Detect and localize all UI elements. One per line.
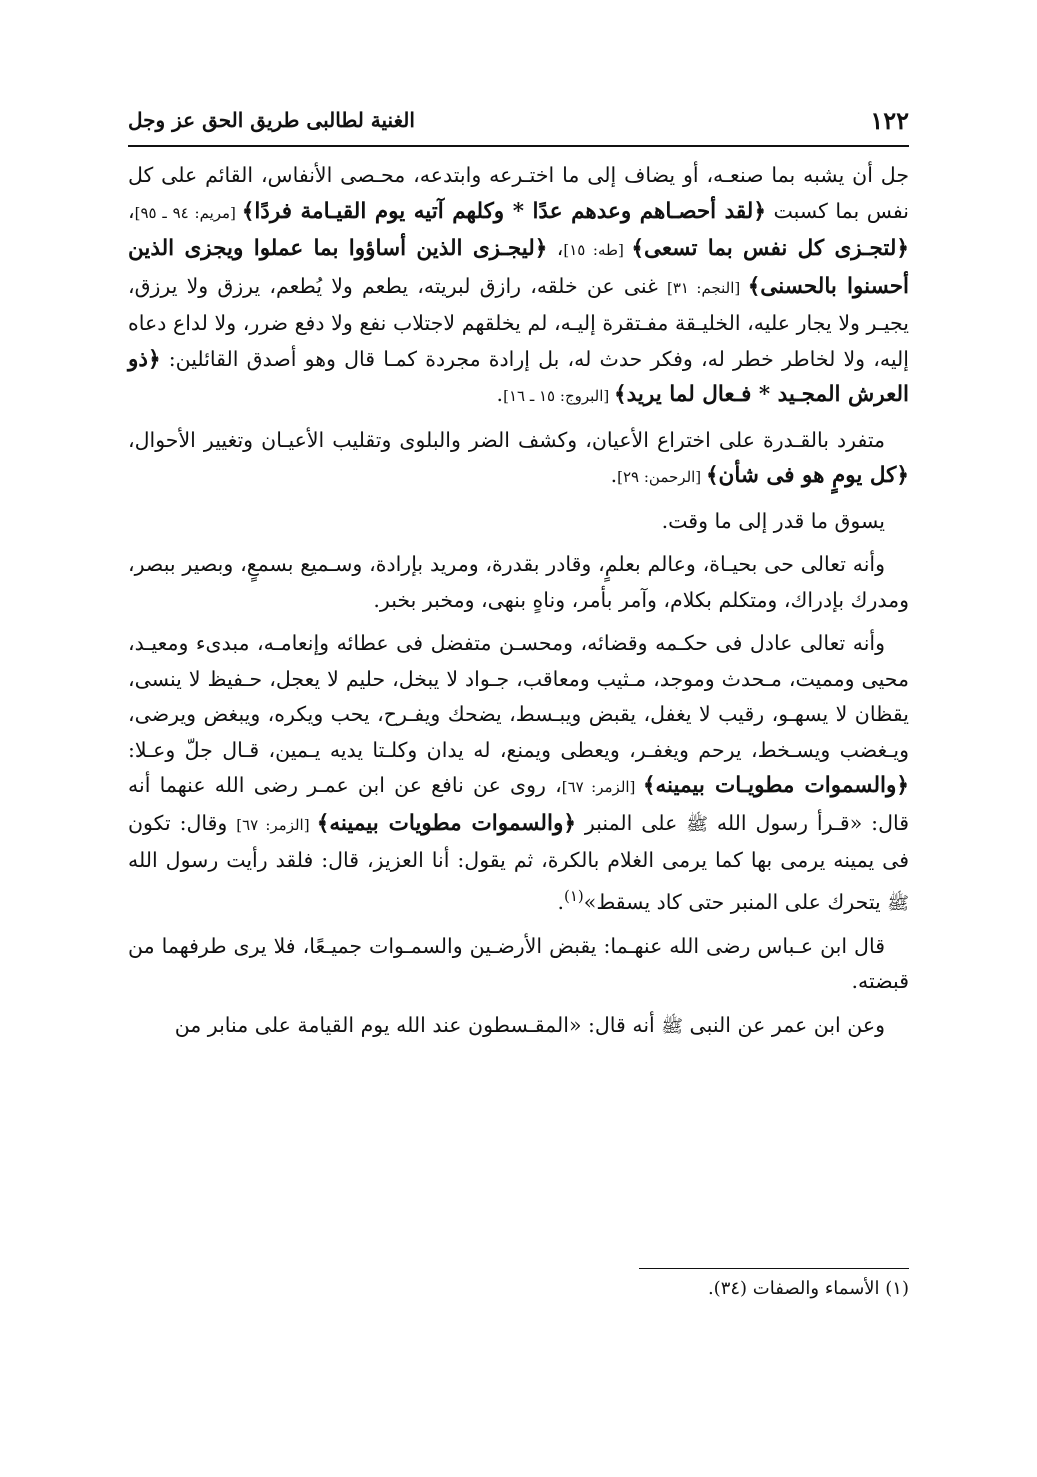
running-title: الغنية لطالبى طريق الحق عز وجل <box>128 108 415 132</box>
quran-quote: ﴿ذو العرش المجـيد * فـعال لما يريد﴾ <box>128 346 909 407</box>
quran-quote: ﴿ليجـزى الذين أساؤوا بما عملوا ويجزى الذين أحسنوا بالحسنى﴾ <box>128 236 910 299</box>
quran-quote: ﴿لتجـزى كل نفس بما تسعى﴾ <box>631 236 909 261</box>
text-span: على المنبر <box>575 810 687 835</box>
paragraph-3: يسوق ما قدر إلى ما وقت. <box>661 508 885 533</box>
text-span: يتحرك على المنبر حتى كاد يسقط» <box>583 889 888 914</box>
paragraph-2 <box>128 423 909 496</box>
quran-reference: [الزمر: ٦٧] <box>236 815 317 834</box>
page-number: ١٢٢ <box>870 105 909 135</box>
salutation-symbol: ﷺ <box>887 892 909 914</box>
paragraph-7 <box>128 1008 909 1045</box>
text-span: ، روى عن نافع عن ابن عمـر رضى الله عنهما أنه قال: «قـرأ رسول الله <box>128 773 910 835</box>
text-span: جل أن يشبه بما صنعـه، أو يضاف إلى ما اختـرعه وابتدعه، محـصى الأنفاس، القائم على كل نفس بما كسبت <box>128 163 909 223</box>
salutation-symbol: ﷺ <box>661 1015 684 1037</box>
text-span: وعن ابن عمر عن النبى <box>683 1012 885 1037</box>
paragraph-5 <box>128 626 909 921</box>
main-text <box>128 158 909 1052</box>
paragraph-1 <box>128 158 909 415</box>
text-span: . <box>557 889 564 914</box>
footnote-marker[interactable]: (١) <box>564 886 584 905</box>
quran-quote: ﴿والسموات مطويـات بيمينه﴾ <box>642 773 909 798</box>
text-span: . <box>496 382 504 406</box>
quran-quote: ﴿والسموات مطويات بيمينه﴾ <box>316 810 576 836</box>
quran-reference: [النجم: ٣١] <box>667 278 748 297</box>
text-span: غنى عن خلقه، رازق لبريته، يطعم ولا يُطعم، يرزق ولا يرزق، يجيـر ولا يجار عليه، الخليـقة مفـتقرة إليـه، لم يخلقهم لاجتلاب نفع ولا دفع ضرر، ولا لداع دعاه إليه، ولا لخاطر خطر له، وفكر حدث له، بل إرادة مجردة كمـا قال وهو أصدق القائلين: <box>128 273 909 371</box>
text-span: ، <box>128 198 135 223</box>
header-rule <box>128 145 909 147</box>
quran-quote: ﴿كل يومٍ هو فى شأن﴾ <box>705 463 909 488</box>
paragraph-6: قال ابن عـباس رضى الله عنهـما: يقبض الأرضـين والسمـوات جميـعًا، فلا يرى طرفهما من قبضته. <box>128 933 909 994</box>
text-span: متفرد بالقـدرة على اختراع الأعيان، وكشف الضر والبلوى وتقليب الأعيـان وتغيير الأحوال، <box>128 427 885 452</box>
quran-reference: [طه: ١٥] <box>563 241 632 259</box>
text-span: وأنه تعالى عادل فى حكـمه وقضائه، ومحسـن متفضل فى عطائه وإنعامـه، مبدىء ومعيـد، محيى ومميت، مـحدث وموجد، مـثيب ومعاقب، جـواد لا يبخل، حليم لا يعجل، حـفيظ لا ينسى، يقظان لا يسهـو، رقيب لا يغفل، يقبض ويبـسط، يضحك ويفـرح، يحب ويكره، ويبغض ويرضى، ويـغضب ويسـخط، يرحم ويغفـر، ويعطى ويمنع، له يدان وكلـتا يديه يـمين، قـال جلّ وعـلا: <box>128 631 909 762</box>
footnote-rule <box>639 1268 909 1269</box>
page-header <box>128 100 909 140</box>
paragraph-4: وأنه تعالى حى بحيـاة، وعالم بعلمٍ، وقادر بقدرة، ومريد بإرادة، وسـميع بسمعٍ، وبصير ببصر، ومدرك بإدراك، ومتكلم بكلام، وآمر بأمر، وناهٍ بنهى، ومخبر بخبر. <box>128 552 909 612</box>
quran-reference: [مريم: ٩٤ ـ ٩٥] <box>134 203 242 222</box>
text-span: . <box>610 463 618 487</box>
text-span: ، <box>547 236 564 260</box>
salutation-symbol: ﷺ <box>686 813 708 835</box>
quran-reference: [الزمر: ٦٧] <box>561 778 643 796</box>
footnote: (١) الأسماء والصفات (٣٤). <box>707 1278 909 1299</box>
text-span: أنه قال: «المقـسطون عند الله يوم القيامة على منابر من <box>174 1012 662 1037</box>
text-span: وقال: تكون فى يمينه يرمى بها كما يرمى الغلام بالكرة، ثم يقول: أنا العزيز، قال: فلقد رأيت رسول الله <box>128 810 909 872</box>
quran-reference: [الرحمن: ٢٩] <box>617 468 706 486</box>
quran-reference: [البروج: ١٥ ـ ١٦] <box>503 387 615 405</box>
quran-quote: ﴿لقد أحصـاهم وعدهم عدًا * وكلهم آتيه يوم القيـامة فردًا﴾ <box>241 198 766 224</box>
